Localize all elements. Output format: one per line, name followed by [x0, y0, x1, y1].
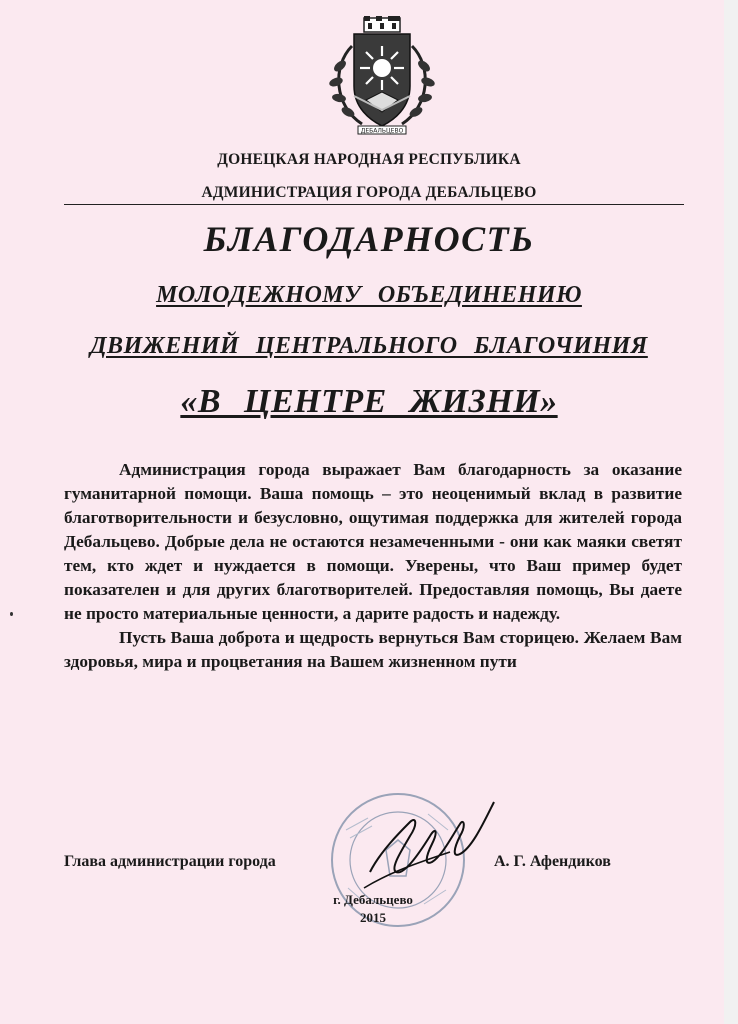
recipient-name: «В ЦЕНТРЕ ЖИЗНИ»: [180, 383, 558, 420]
body-paragraph-1: Администрация города выражает Вам благодарность за оказание гуманитарной помощи. Ваша помощь – это неоценимый вклад в развитие благотворительности и безусловно, ощутимая поддержка для жителей города Дебальцево. Добрые дела не остаются незамеченными - они как маяки светят тем, кто ждет и нуждается в помощи. Уверены, что Ваш пример будет показателен и для других благотворителей. Предоставляя помощь, Вы даете не просто материальные ценности, а дарите радость и надежду.: [64, 460, 682, 623]
administration-header: АДМИНИСТРАЦИЯ ГОРОДА ДЕБАЛЬЦЕВО: [201, 184, 537, 201]
recipient-line-2: ДВИЖЕНИЙ ЦЕНТРАЛЬНОГО БЛАГОЧИНИЯ: [90, 333, 648, 359]
issue-city: г. Дебальцево: [333, 892, 413, 907]
coat-of-arms-icon: [322, 16, 442, 138]
body-paragraph-2: Пусть Ваша доброта и щедрость вернуться Вам сторицею. Желаем Вам здоровья, мира и процветания на Вашем жизненном пути: [64, 628, 682, 671]
issue-year: 2015: [360, 910, 386, 925]
document-title: БЛАГОДАРНОСТЬ: [203, 219, 535, 259]
signer-position: Глава администрации города: [64, 853, 276, 870]
letter-body: [64, 458, 682, 674]
header-divider: [64, 204, 684, 205]
republic-header: ДОНЕЦКАЯ НАРОДНАЯ РЕСПУБЛИКА: [217, 151, 521, 168]
svg-text:ДЕБАЛЬЦЕВО: ДЕБАЛЬЦЕВО: [360, 127, 404, 135]
handwritten-signature-icon: [360, 792, 500, 902]
scan-speck: [10, 612, 13, 616]
signer-name: А. Г. Афендиков: [494, 853, 611, 870]
recipient-line-1: МОЛОДЕЖНОМУ ОБЪЕДИНЕНИЮ: [156, 282, 582, 308]
